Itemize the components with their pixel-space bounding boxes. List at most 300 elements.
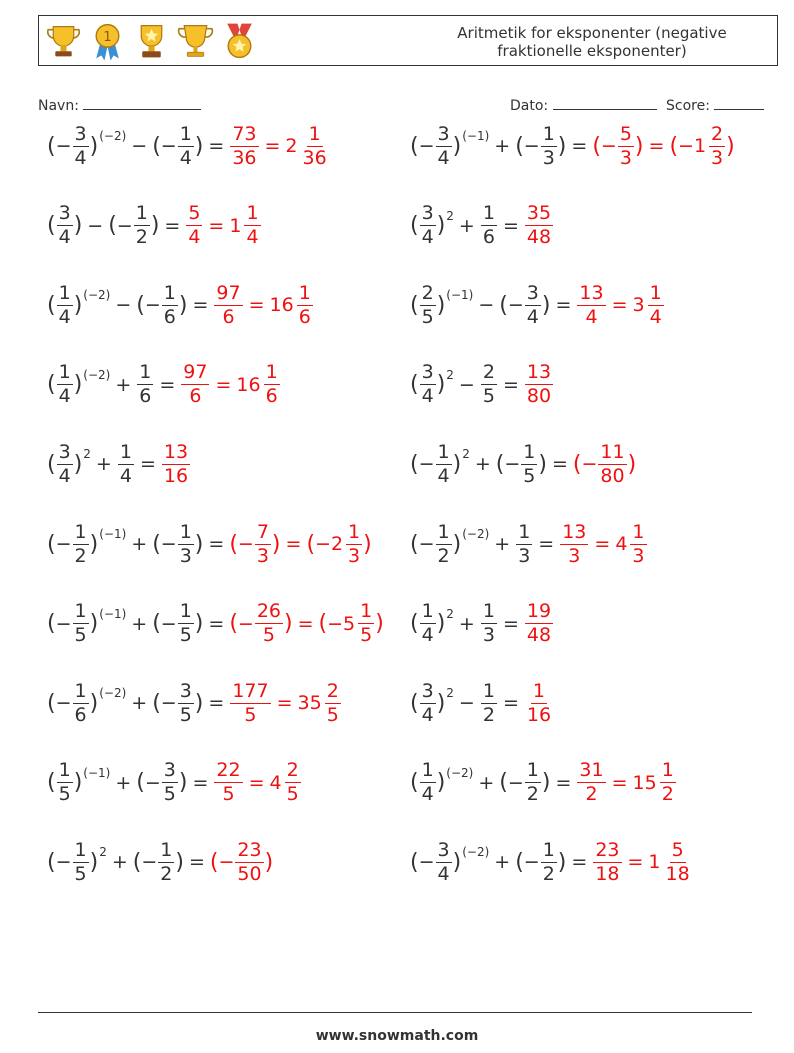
- rhs-term-fraction-numerator: 3: [179, 679, 192, 702]
- base-term-fraction-numerator: 1: [74, 520, 87, 543]
- answer-term-whole: 1: [693, 135, 707, 157]
- answer-term-fraction: [560, 520, 588, 567]
- operator: +: [458, 612, 475, 635]
- rhs-term-fraction-denominator: 3: [542, 146, 555, 169]
- answer-term-fraction: [664, 838, 692, 885]
- operator: +: [458, 214, 475, 237]
- problem-row: [410, 596, 554, 652]
- answer-term-fraction-numerator: 1: [532, 679, 545, 702]
- answer-term-fraction-numerator: 2: [711, 122, 724, 145]
- answer-term-fraction: [648, 281, 664, 328]
- base-term-open-paren: (: [410, 770, 419, 796]
- base-term-close-paren: ): [89, 690, 99, 716]
- answer-equals-sign: =: [285, 533, 302, 555]
- answer-term-fraction-numerator: 31: [579, 759, 604, 782]
- answer-term-fraction: [525, 363, 553, 406]
- answer-term-fraction-denominator: 3: [568, 544, 581, 567]
- answer: [524, 204, 554, 247]
- answer-term-minus-sign: −: [237, 612, 254, 635]
- problem-row: [47, 357, 281, 413]
- rhs-term-fraction-denominator: 2: [135, 226, 148, 249]
- rhs-term-fraction: [516, 520, 532, 567]
- equals-sign: =: [208, 533, 225, 555]
- answer-term-fraction-numerator: 5: [188, 202, 201, 225]
- base-term-fraction-numerator: 1: [74, 838, 87, 861]
- rhs-term-fraction: [178, 602, 194, 645]
- answer-equals-sign: =: [627, 851, 644, 874]
- answer: [592, 838, 692, 885]
- base-term-fraction: [57, 440, 73, 487]
- exponent: 2: [83, 447, 91, 462]
- rhs-term-fraction: [481, 363, 497, 406]
- answer-term-fraction-numerator: 26: [256, 600, 282, 623]
- base-term-fraction: [73, 520, 89, 567]
- answer-term-fraction-numerator: 1: [348, 520, 361, 543]
- answer-equals-sign: =: [594, 533, 611, 555]
- date-label: Dato:: [510, 98, 549, 114]
- answer-term-whole: 2: [285, 135, 298, 157]
- base-term-fraction-numerator: 3: [74, 122, 87, 145]
- problem-row: [410, 834, 693, 890]
- answer-term-fraction: [162, 440, 190, 487]
- answer-term-fraction-denominator: 16: [163, 464, 189, 487]
- operator: +: [95, 453, 112, 476]
- problem-row: [47, 675, 342, 731]
- answer-term-fraction-denominator: 5: [360, 624, 373, 647]
- base-term-minus-sign: −: [418, 453, 435, 476]
- exponent: (−1): [462, 129, 490, 143]
- rhs-term-open-paren: (: [132, 849, 142, 875]
- equals-sign: =: [551, 453, 568, 476]
- name-label: Navn:: [38, 98, 79, 114]
- rhs-term-open-paren: (: [136, 292, 145, 318]
- base-term-fraction-denominator: 4: [421, 783, 434, 806]
- answer-term-fraction: [214, 281, 242, 328]
- operator: +: [478, 771, 495, 794]
- exponent: (−2): [462, 845, 490, 860]
- answer-term-fraction-numerator: 11: [600, 440, 625, 463]
- base-term-fraction-denominator: 4: [58, 385, 71, 408]
- rhs-term-minus-sign: −: [116, 214, 133, 237]
- rhs-term-fraction-numerator: 1: [119, 440, 132, 463]
- rhs-term-close-paren: ): [178, 770, 188, 796]
- rhs-term-minus-sign: −: [507, 771, 524, 794]
- base-term-fraction-numerator: 1: [58, 361, 71, 384]
- base-term-fraction-numerator: 1: [421, 759, 434, 782]
- base-term-fraction-denominator: 4: [58, 226, 71, 249]
- rhs-term-open-paren: (: [108, 213, 117, 239]
- answer-term-fraction: [618, 122, 634, 169]
- answer-term-fraction-numerator: 2: [326, 679, 339, 702]
- base-term-fraction-denominator: 5: [74, 624, 87, 647]
- answer-term-minus-sign: −: [237, 533, 254, 555]
- base-term-open-paren: (: [47, 611, 56, 637]
- base-term-minus-sign: −: [55, 533, 72, 555]
- base-term-fraction-numerator: 2: [421, 281, 434, 304]
- equals-sign: =: [538, 533, 555, 555]
- rhs-term-fraction-denominator: 6: [482, 226, 495, 249]
- base-term-open-paren: (: [47, 213, 56, 239]
- answer: [213, 281, 313, 328]
- problem-row: [410, 755, 677, 811]
- base-term-fraction-numerator: 3: [421, 202, 434, 225]
- rhs-term-close-paren: ): [150, 213, 160, 239]
- base-term-fraction-denominator: 4: [58, 305, 71, 328]
- rhs-term-close-paren: ): [194, 690, 204, 716]
- base-term-minus-sign: −: [55, 612, 72, 635]
- rhs-term-fraction-numerator: 2: [482, 361, 495, 384]
- exponent: (−2): [446, 765, 474, 780]
- answer: [229, 602, 384, 645]
- answer: [185, 204, 261, 247]
- answer-equals-sign: =: [648, 135, 665, 157]
- rhs-term-fraction-numerator: 1: [179, 600, 192, 623]
- rhs-term-close-paren: ): [194, 611, 204, 637]
- answer-term-open-paren: (: [229, 611, 238, 637]
- base-term-close-paren: ): [73, 213, 83, 239]
- answer: [229, 520, 372, 567]
- equals-sign: =: [159, 373, 176, 396]
- answer-term-open-paren: (: [318, 611, 328, 637]
- problem-row: [410, 118, 735, 174]
- answer-term-fraction-numerator: 1: [649, 281, 662, 304]
- answer-term-fraction-numerator: 177: [232, 679, 269, 702]
- answer-term-fraction: [525, 602, 553, 645]
- operator: +: [474, 453, 491, 476]
- rhs-term-minus-sign: −: [144, 294, 161, 317]
- exponent: 2: [446, 367, 454, 382]
- rhs-term-fraction: [481, 204, 497, 247]
- answer-term-fraction-denominator: 80: [526, 385, 552, 408]
- base-term-close-paren: ): [436, 611, 446, 637]
- rhs-term-fraction-numerator: 1: [523, 440, 536, 463]
- answer: [524, 679, 554, 726]
- answer: [213, 761, 301, 804]
- base-term-fraction-denominator: 4: [421, 703, 434, 726]
- answer-term-fraction-numerator: 1: [265, 361, 278, 384]
- rhs-term-open-paren: (: [515, 849, 524, 875]
- answer-term-fraction: [285, 761, 301, 804]
- answer: [229, 679, 341, 726]
- equals-sign: =: [139, 453, 156, 476]
- answer-term-open-paren: (: [572, 451, 582, 477]
- answer-term-fraction-numerator: 1: [308, 122, 321, 145]
- rhs-term-close-paren: ): [541, 770, 551, 796]
- answer-term-fraction-numerator: 1: [360, 600, 373, 623]
- rhs-term-fraction-denominator: 5: [163, 783, 176, 806]
- rhs-term-fraction: [137, 363, 153, 406]
- answer-term-fraction: [325, 679, 341, 726]
- base-term-close-paren: ): [89, 531, 99, 557]
- answer-term-fraction-denominator: 5: [262, 624, 275, 647]
- base-term-fraction-denominator: 2: [437, 544, 450, 567]
- answer-term-fraction-numerator: 23: [595, 838, 620, 861]
- answer-term-fraction-denominator: 18: [595, 862, 620, 885]
- rhs-term-open-paren: (: [152, 611, 161, 637]
- base-term-fraction-numerator: 1: [437, 440, 450, 463]
- answer-term-open-paren: (: [209, 849, 219, 875]
- rhs-term-close-paren: ): [541, 292, 551, 318]
- base-term-close-paren: ): [452, 849, 462, 875]
- rhs-term-close-paren: ): [194, 133, 204, 159]
- answer-term-minus-sign: −: [315, 533, 331, 555]
- operator: +: [115, 771, 132, 794]
- base-term-fraction: [420, 281, 436, 328]
- answer-term-fraction-numerator: 13: [562, 520, 587, 543]
- rhs-term-fraction-denominator: 6: [163, 305, 176, 328]
- problem-row: [47, 118, 330, 174]
- exponent: 2: [446, 208, 454, 223]
- rhs-term-fraction-numerator: 1: [482, 679, 495, 702]
- base-term-fraction: [436, 440, 452, 487]
- equals-sign: =: [192, 771, 209, 794]
- base-term-fraction-numerator: 1: [74, 600, 87, 623]
- answer-term-fraction: [577, 281, 605, 328]
- exponent: (−2): [83, 288, 111, 303]
- base-term-fraction: [73, 838, 89, 885]
- rhs-term-fraction-denominator: 5: [179, 624, 192, 647]
- answer-term-close-paren: ): [726, 133, 735, 159]
- problem-row: [410, 675, 554, 731]
- answer-term-fraction-denominator: 5: [326, 703, 339, 726]
- base-term-fraction-denominator: 4: [421, 385, 434, 408]
- base-term-fraction: [420, 679, 436, 726]
- rhs-term-minus-sign: −: [160, 692, 177, 715]
- base-term-fraction: [420, 761, 436, 804]
- answer-term-minus-sign: −: [327, 612, 344, 635]
- rhs-term-fraction-numerator: 1: [135, 202, 148, 225]
- answer-term-close-paren: ): [634, 133, 644, 159]
- answer-term-fraction: [186, 204, 202, 247]
- rhs-term-fraction-denominator: 6: [139, 385, 152, 408]
- answer-term-fraction-denominator: 4: [246, 226, 259, 249]
- rhs-term-fraction: [178, 679, 194, 726]
- answer: [161, 440, 191, 487]
- answer-term-minus-sign: −: [678, 135, 694, 157]
- equals-sign: =: [208, 135, 225, 157]
- problem-row: [47, 277, 314, 333]
- rhs-term-fraction: [178, 122, 194, 169]
- exponent: (−2): [99, 129, 127, 143]
- rhs-term-close-paren: ): [175, 849, 184, 875]
- base-term-fraction: [420, 363, 436, 406]
- equals-sign: =: [571, 851, 588, 874]
- base-term-fraction-denominator: 6: [74, 703, 87, 726]
- base-term-minus-sign: −: [418, 851, 435, 874]
- rhs-term-close-paren: ): [538, 451, 547, 477]
- rhs-term-fraction-denominator: 4: [526, 305, 539, 328]
- answer-term-whole: 1: [229, 214, 242, 237]
- problem-row: [410, 436, 636, 492]
- equals-sign: =: [555, 294, 572, 317]
- rhs-term-fraction-numerator: 1: [163, 281, 176, 304]
- base-term-fraction: [436, 838, 452, 885]
- equals-sign: =: [502, 692, 519, 715]
- base-term-close-paren: ): [436, 690, 446, 716]
- operator: −: [115, 294, 132, 317]
- base-term-open-paren: (: [410, 133, 419, 159]
- base-term-fraction-numerator: 3: [421, 679, 434, 702]
- footer-site: www.snowmath.com: [315, 1028, 479, 1044]
- base-term-open-paren: (: [410, 849, 419, 875]
- rhs-term-minus-sign: −: [160, 612, 177, 635]
- base-term-fraction-denominator: 5: [421, 305, 434, 328]
- base-term-fraction: [57, 281, 73, 328]
- answer-term-minus-sign: −: [581, 453, 598, 476]
- base-term-minus-sign: −: [418, 135, 435, 157]
- answer-term-fraction-denominator: 18: [665, 862, 690, 885]
- base-term-open-paren: (: [47, 770, 56, 796]
- answer-term-open-paren: (: [592, 133, 601, 159]
- rhs-term-fraction: [162, 761, 178, 804]
- answer-term-fraction-denominator: 50: [237, 862, 262, 885]
- problem-row: [47, 755, 302, 811]
- base-term-fraction: [73, 122, 89, 169]
- answer-term-fraction-denominator: 48: [526, 226, 552, 249]
- answer-term-fraction: [214, 761, 242, 804]
- base-term-fraction-numerator: 1: [58, 759, 71, 782]
- rhs-term-fraction-numerator: 1: [179, 520, 192, 543]
- answer-term-fraction: [255, 602, 283, 645]
- base-term-fraction-denominator: 4: [58, 464, 71, 487]
- rhs-term-minus-sign: −: [160, 533, 177, 555]
- answer-term-open-paren: (: [229, 531, 238, 557]
- rhs-term-minus-sign: −: [160, 135, 177, 157]
- answer-term-fraction: [525, 204, 553, 247]
- base-term-open-paren: (: [410, 213, 419, 239]
- answer-term-fraction-denominator: 5: [286, 783, 299, 806]
- answer-term-whole: 4: [615, 533, 628, 555]
- answer-term-fraction-denominator: 3: [348, 544, 361, 567]
- rhs-term-fraction: [525, 761, 541, 804]
- answer-equals-sign: =: [248, 771, 265, 794]
- problem-row: [410, 357, 554, 413]
- rhs-term-fraction-numerator: 1: [542, 838, 555, 861]
- worksheet-title: Aritmetik for eksponenter (negative fraktionelle eksponenter): [457, 24, 727, 60]
- equals-sign: =: [164, 214, 181, 237]
- answer-term-fraction: [630, 520, 646, 567]
- answer: [592, 122, 735, 169]
- score-label: Score:: [666, 98, 710, 114]
- rhs-term-fraction-denominator: 2: [542, 862, 555, 885]
- rhs-term-fraction-denominator: 3: [518, 544, 531, 567]
- rhs-term-minus-sign: −: [507, 294, 524, 317]
- answer-term-fraction-denominator: 4: [585, 305, 598, 328]
- base-term-fraction-denominator: 4: [74, 146, 87, 169]
- answer-term-whole: 1: [648, 851, 661, 874]
- rhs-term-close-paren: ): [178, 292, 188, 318]
- base-term-fraction: [73, 602, 89, 645]
- answer-equals-sign: =: [264, 135, 281, 157]
- answer: [229, 122, 329, 169]
- operator: +: [494, 135, 511, 157]
- answer-term-close-paren: ): [627, 451, 637, 477]
- problem-row: [410, 277, 665, 333]
- rhs-term-fraction-denominator: 2: [526, 783, 539, 806]
- problem-row: [47, 198, 262, 254]
- rhs-term-open-paren: (: [152, 690, 161, 716]
- base-term-fraction-numerator: 1: [421, 600, 434, 623]
- rhs-term-open-paren: (: [499, 292, 508, 318]
- base-term-close-paren: ): [452, 531, 462, 557]
- answer-term-fraction-numerator: 7: [256, 520, 269, 543]
- equals-sign: =: [208, 612, 225, 635]
- rhs-term-fraction: [178, 520, 194, 567]
- operator: −: [131, 135, 148, 157]
- rhs-term-fraction-numerator: 1: [179, 122, 192, 145]
- base-term-fraction: [436, 122, 452, 169]
- answer-equals-sign: =: [611, 294, 628, 317]
- base-term-fraction-numerator: 3: [58, 440, 71, 463]
- answer-term-fraction-denominator: 6: [298, 305, 311, 328]
- rhs-term-fraction-numerator: 1: [139, 361, 152, 384]
- answer-term-whole: 15: [632, 771, 657, 794]
- answer-term-whole: 16: [236, 373, 261, 396]
- answer: [524, 602, 554, 645]
- answer-term-open-paren: (: [306, 531, 316, 557]
- base-term-minus-sign: −: [55, 135, 72, 157]
- problem-row: [47, 436, 191, 492]
- answer-term-whole: 16: [269, 294, 294, 317]
- answer-equals-sign: =: [248, 294, 265, 317]
- answer-term-fraction: [255, 520, 271, 567]
- answer-equals-sign: =: [297, 612, 314, 635]
- operator: −: [87, 214, 104, 237]
- rhs-term-fraction-denominator: 5: [179, 703, 192, 726]
- base-term-fraction-numerator: 3: [437, 838, 450, 861]
- rhs-term-fraction: [162, 281, 178, 328]
- answer-term-fraction: [525, 679, 553, 726]
- base-term-open-paren: (: [47, 133, 56, 159]
- exponent: (−1): [99, 606, 127, 621]
- answer-term-fraction: [264, 363, 280, 406]
- rhs-term-fraction: [541, 122, 557, 169]
- rhs-term-fraction: [541, 838, 557, 885]
- operator: +: [131, 612, 148, 635]
- exponent: 2: [462, 447, 470, 462]
- exponent: (−2): [99, 686, 127, 701]
- rhs-term-minus-sign: −: [523, 135, 540, 157]
- answer: [209, 838, 274, 885]
- answer-term-fraction-denominator: 6: [189, 385, 202, 408]
- answer-term-whole: 4: [269, 771, 282, 794]
- operator: −: [478, 294, 495, 317]
- answer-term-fraction-numerator: 1: [632, 520, 645, 543]
- base-term-fraction-denominator: 4: [421, 624, 434, 647]
- rhs-term-fraction-denominator: 5: [523, 464, 536, 487]
- base-term-close-paren: ): [436, 213, 446, 239]
- rhs-term-fraction-numerator: 1: [526, 759, 539, 782]
- rhs-term-fraction-denominator: 3: [179, 544, 192, 567]
- answer-term-fraction-denominator: 80: [600, 464, 625, 487]
- answer-term-fraction-numerator: 1: [298, 281, 311, 304]
- operator: +: [115, 373, 132, 396]
- exponent: (−2): [462, 527, 490, 541]
- equals-sign: =: [502, 373, 519, 396]
- problem-row: [410, 198, 554, 254]
- answer-term-fraction-denominator: 2: [661, 783, 674, 806]
- answer-term-fraction-numerator: 1: [661, 759, 674, 782]
- answer-term-whole: 3: [632, 294, 645, 317]
- base-term-open-paren: (: [47, 690, 56, 716]
- rhs-term-fraction-denominator: 4: [119, 464, 132, 487]
- base-term-close-paren: ): [452, 451, 462, 477]
- base-term-open-paren: (: [47, 451, 56, 477]
- base-term-open-paren: (: [410, 690, 419, 716]
- answer-term-fraction-denominator: 5: [222, 783, 235, 806]
- problem-row: [47, 596, 384, 652]
- rhs-term-open-paren: (: [152, 133, 161, 159]
